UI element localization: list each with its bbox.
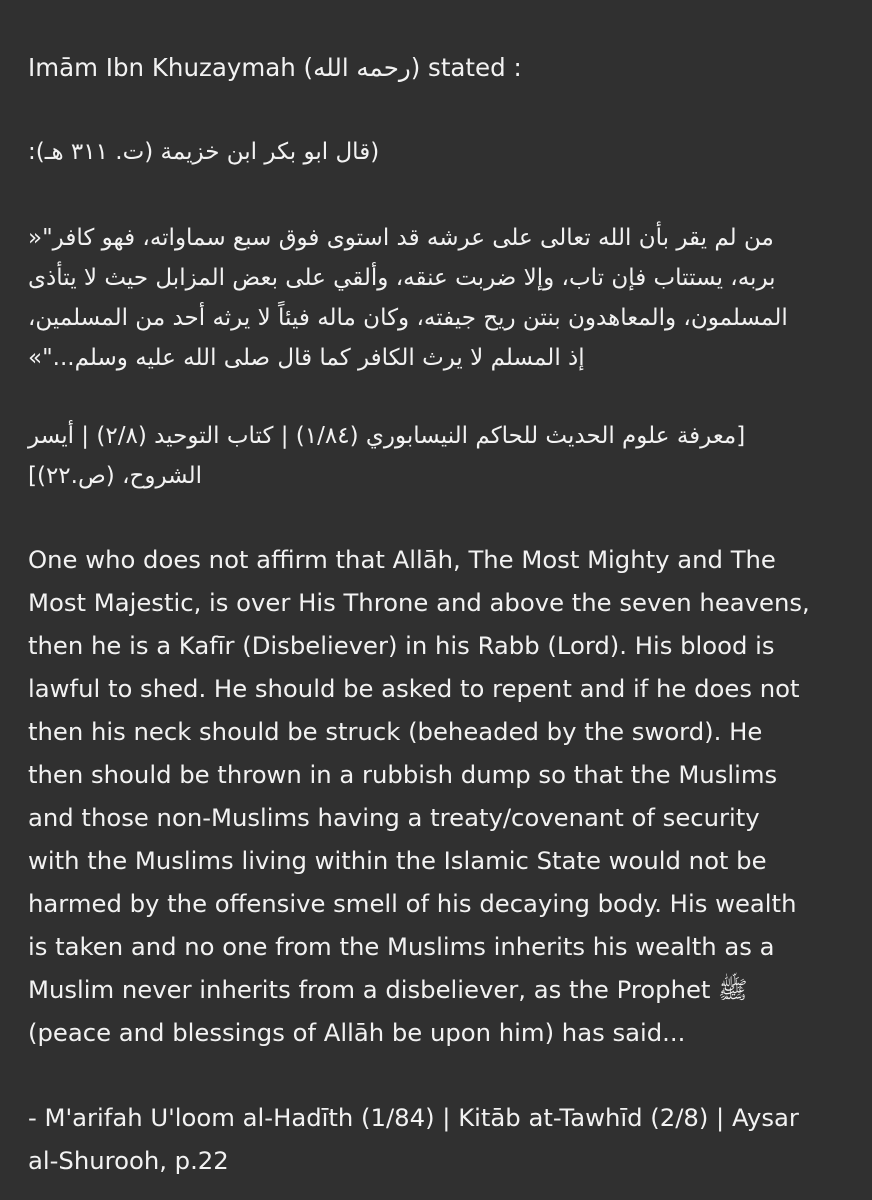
arabic-reference <box>28 416 848 496</box>
arabic-reference-line: الشروح، (ص.٢٢)] <box>28 463 203 489</box>
arabic-reference-line: [معرفة علوم الحديث للحاكم النيسابوري (١/٨٤) | كتاب التوحيد (٢/٨) | أيسر <box>28 423 746 449</box>
english-line: is taken and no one from the Muslims inherits his wealth as a <box>28 932 775 961</box>
arabic-quote-line: من لم يقر بأن الله تعالى على عرشه قد استوى فوق سبع سماواته، فهو كافر"« <box>28 225 774 251</box>
english-line: (peace and blessings of Allāh be upon him) has said... <box>28 1018 686 1047</box>
english-line: One who does not affirm that Allāh, The Most Mighty and The <box>28 545 776 574</box>
reference-line: al-Shurooh, p.22 <box>28 1146 229 1175</box>
arabic-quote <box>28 218 848 378</box>
english-line: Muslim never inherits from a disbeliever, as the Prophet ﷺ <box>28 975 748 1004</box>
english-line: with the Muslims living within the Islamic State would not be <box>28 846 767 875</box>
english-line: and those non-Muslims having a treaty/covenant of security <box>28 803 760 832</box>
arabic-quote-line: المسلمون، والمعاهدون بنتن ريح جيفته، وكان ماله فيئاً لا يرثه أحد من المسلمين، <box>28 305 788 331</box>
english-line: then should be thrown in a rubbish dump so that the Muslims <box>28 760 778 789</box>
english-line: harmed by the offensive smell of his decaying body. His wealth <box>28 889 797 918</box>
english-reference <box>28 1096 848 1182</box>
arabic-quote-line: إذ المسلم لا يرث الكافر كما قال صلى الله عليه وسلم..."» <box>28 345 585 371</box>
heading: Imām Ibn Khuzaymah (رحمه الله) stated : <box>28 53 522 82</box>
english-line: then his neck should be struck (beheaded by the sword). He <box>28 717 763 746</box>
arabic-quote-line: بربه، يستتاب فإن تاب، وإلا ضربت عنقه، وألقي على بعض المزابل حيث لا يتأذى <box>28 265 776 291</box>
reference-line: - M'arifah U'loom al-Hadīth (1/84) | Kitāb at-Tawhīd (2/8) | Aysar <box>28 1103 799 1132</box>
english-line: lawful to shed. He should be asked to repent and if he does not <box>28 674 800 703</box>
english-line: then he is a Kafīr (Disbeliever) in his Rabb (Lord). His blood is <box>28 631 775 660</box>
english-translation <box>28 538 848 1054</box>
arabic-intro: (قال ابو بكر ابن خزيمة (ت. ٣١١ هـ): <box>28 139 380 165</box>
english-line: Most Majestic, is over His Throne and above the seven heavens, <box>28 588 810 617</box>
